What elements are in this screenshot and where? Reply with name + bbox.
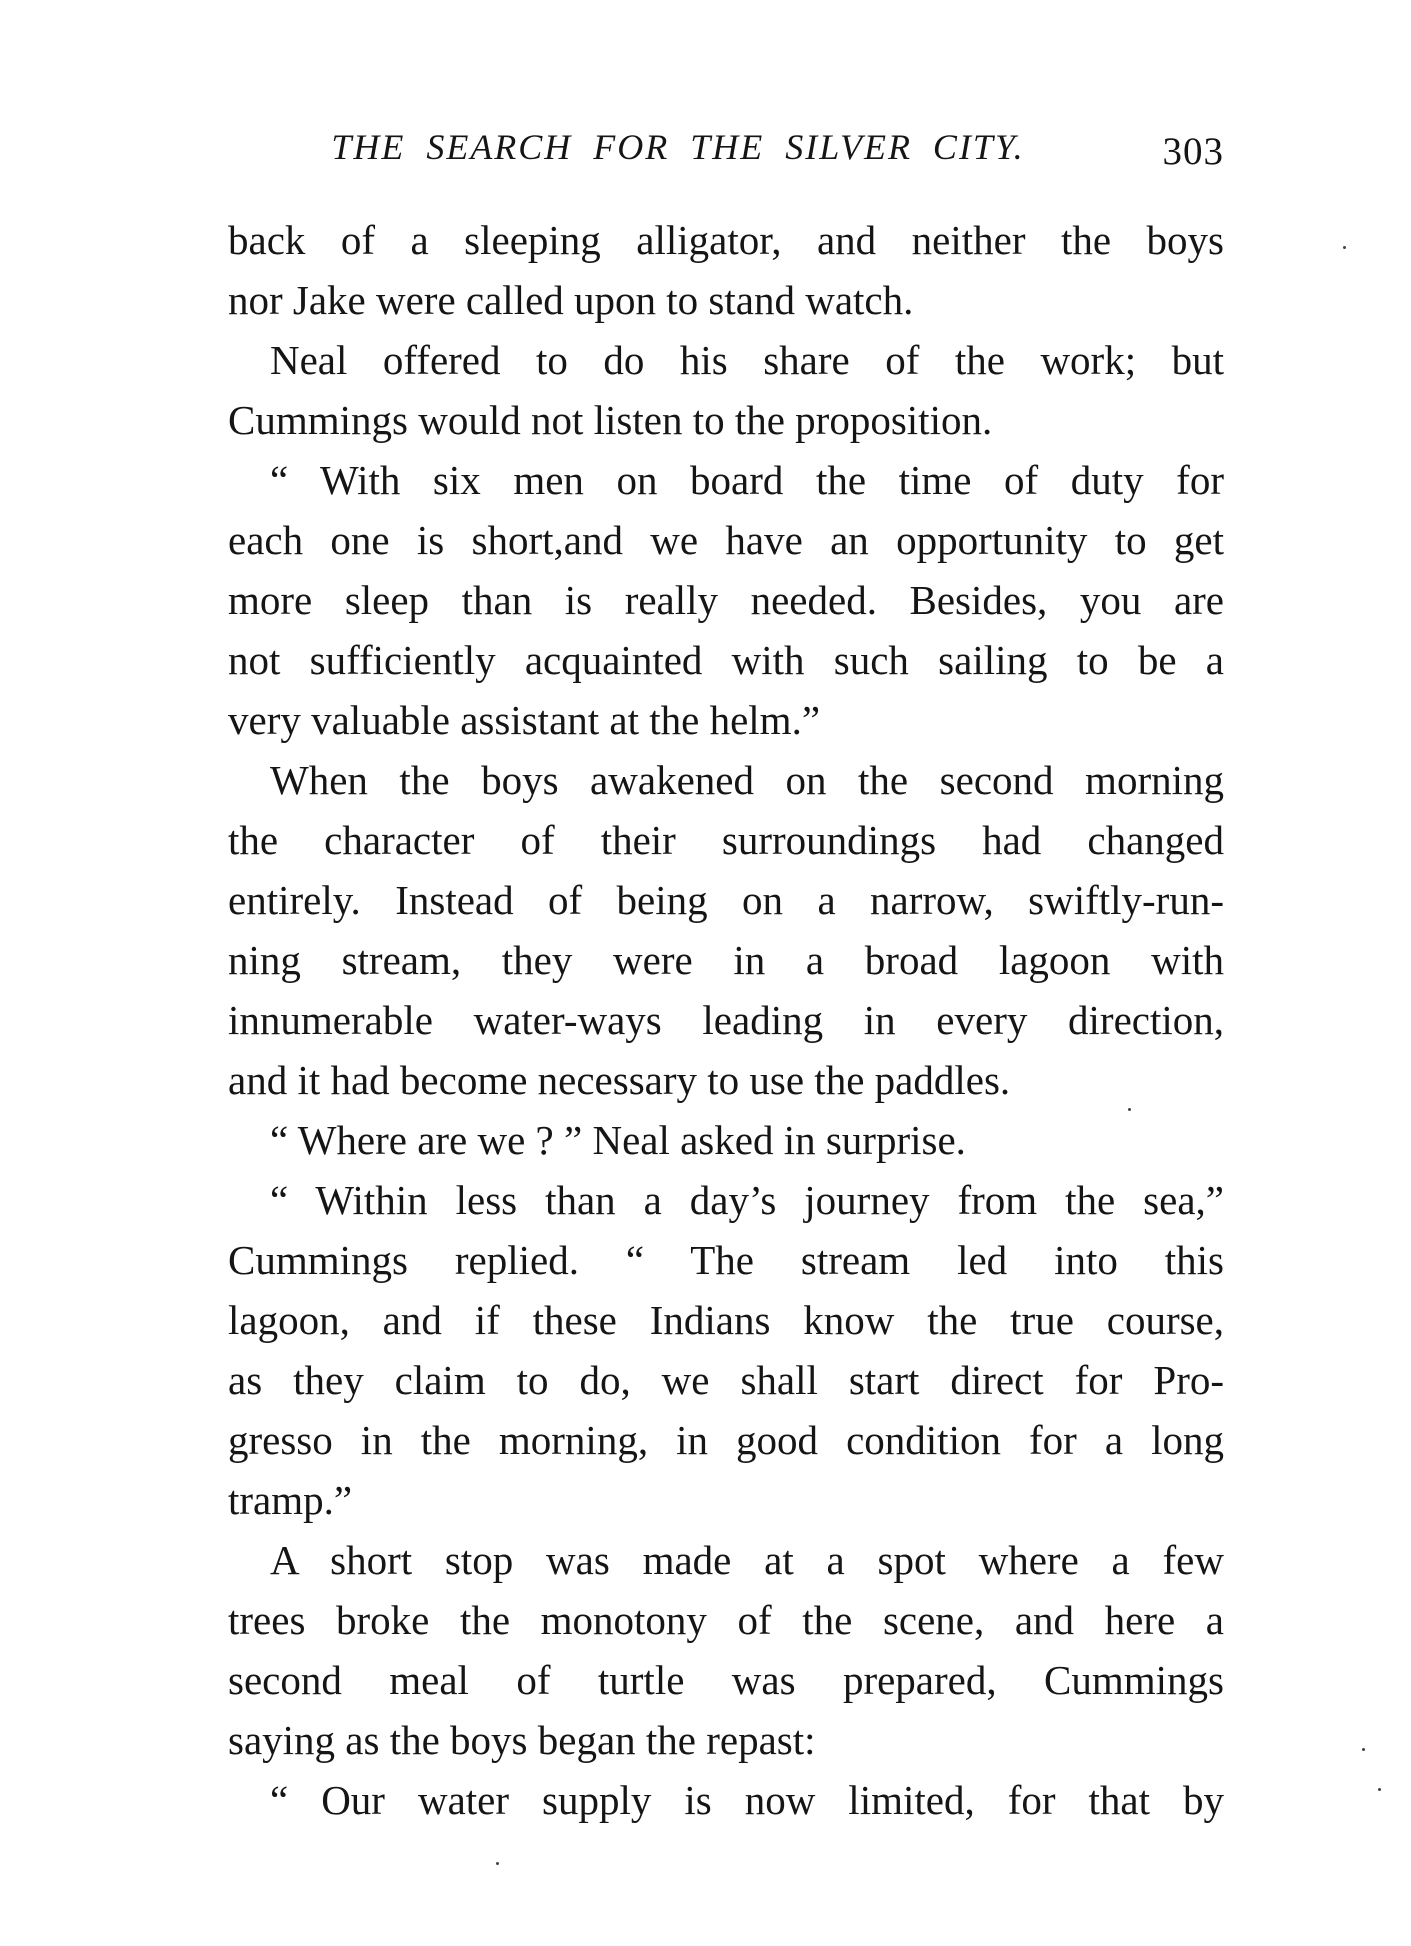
text-line: “ With six men on board the time of duty for	[270, 457, 1224, 503]
paragraph-5	[228, 1110, 1224, 1170]
scan-speck	[1128, 1108, 1131, 1111]
running-head	[228, 126, 1224, 176]
text-line: innumerable water-ways leading in every direction,	[228, 997, 1224, 1043]
scan-speck	[496, 1862, 499, 1865]
scan-speck	[1378, 1788, 1381, 1791]
paragraph-8	[228, 1770, 1224, 1830]
paragraph-3	[228, 450, 1224, 750]
text-line: and it had become necessary to use the paddles.	[228, 1057, 1011, 1103]
running-head-title: THE SEARCH FOR THE SILVER CITY.	[331, 127, 1025, 167]
text-line: entirely. Instead of being on a narrow, swiftly-run-	[228, 877, 1224, 923]
body-text	[228, 210, 1224, 1830]
scan-speck	[1362, 1748, 1365, 1751]
text-line: nor Jake were called upon to stand watch.	[228, 277, 914, 323]
text-line: not sufficiently acquainted with such sailing to be a	[228, 637, 1224, 683]
text-line: lagoon, and if these Indians know the true course,	[228, 1297, 1224, 1343]
text-line: tramp.”	[228, 1477, 353, 1523]
paragraph-7	[228, 1530, 1224, 1770]
text-line: Neal offered to do his share of the work; but	[270, 337, 1224, 383]
text-line: each one is short,and we have an opportunity to get	[228, 517, 1224, 563]
text-line: as they claim to do, we shall start direct for Pro-	[228, 1357, 1224, 1403]
text-line: second meal of turtle was prepared, Cummings	[228, 1657, 1224, 1703]
text-line: more sleep than is really needed. Besides, you are	[228, 577, 1224, 623]
text-line: very valuable assistant at the helm.”	[228, 697, 821, 743]
text-line: When the boys awakened on the second morning	[270, 757, 1224, 803]
scan-speck	[1343, 246, 1346, 249]
text-line: trees broke the monotony of the scene, and here a	[228, 1597, 1224, 1643]
text-line: gresso in the morning, in good condition for a long	[228, 1417, 1224, 1463]
text-line: A short stop was made at a spot where a few	[270, 1537, 1224, 1583]
paragraph-1	[228, 210, 1224, 330]
text-line: “ Our water supply is now limited, for that by	[270, 1777, 1224, 1823]
text-line: “ Within less than a day’s journey from the sea,”	[270, 1177, 1224, 1223]
text-line: ning stream, they were in a broad lagoon with	[228, 937, 1224, 983]
text-line: the character of their surroundings had changed	[228, 817, 1224, 863]
page-number: 303	[1162, 130, 1224, 173]
text-line: back of a sleeping alligator, and neither the boys	[228, 217, 1224, 263]
paragraph-2	[228, 330, 1224, 450]
text-line: Cummings would not listen to the proposition.	[228, 397, 993, 443]
text-line: saying as the boys began the repast:	[228, 1717, 816, 1763]
paragraph-6	[228, 1170, 1224, 1530]
paragraph-4	[228, 750, 1224, 1110]
text-line: “ Where are we ? ” Neal asked in surprise.	[270, 1117, 966, 1163]
text-line: Cummings replied. “ The stream led into this	[228, 1237, 1224, 1283]
